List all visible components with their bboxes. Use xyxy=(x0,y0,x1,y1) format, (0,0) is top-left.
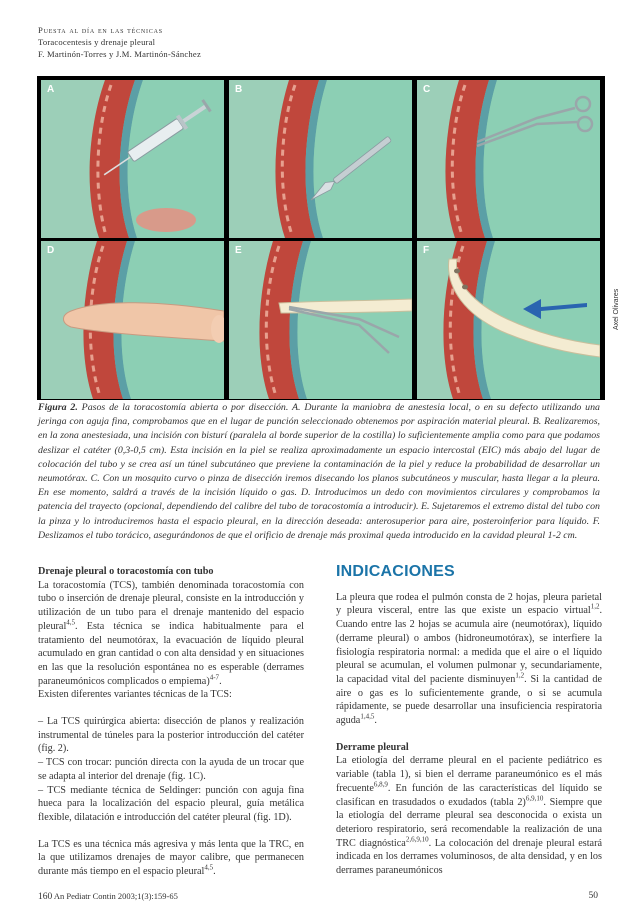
panel-b xyxy=(229,80,412,238)
paragraph-pleura: La pleura que rodea el pulmón consta de 2 hojas, pleura parietal y pleura visceral, entre las que existe un espacio virtual$^{1,2}$. Cuando entre las 2 hojas se acumula aire (neumotórax), líquido (derrame pleural) o ambos (hidroneumotórax), se interfiere la fisiología respiratoria normal: a medida que el aire o el líquido pleural se acumulan, el volumen pulmonar y, secundariamente, la capacidad vital del paciente disminuyen$^{1,2}$. Si la cantidad de aire o gas es lo suficientemente grande, o si se acumula rápidamente, se puede desarrollar una insuficiencia respiratoria aguda$^{1,4,5}$. xyxy=(336,591,602,727)
panel-b-illustration xyxy=(229,80,412,238)
section-title-indicaciones: INDICACIONES xyxy=(336,563,455,580)
list-item-tcs-seldinger: – TCS mediante técnica de Seldinger: punción con aguja fina hueca para la localización del espacio pleural, guía metálica flexible, dilatación e introducción del catéter pleural (fig. 1D). xyxy=(38,784,304,823)
paragraph-tcs-intro: La toracostomía (TCS), también denominada toracostomía con tubo o inserción de drenaje pleural, consiste en la introducción y utilización de un tubo para el drenaje mantenido del espacio pleural$^{4,5}$. Esta técnica se indica habitualmente para el tratamiento del neumotórax, la evacuación de líquido pleural acumulado en gran cantidad o con alta densidad y en situaciones en las que la resolución espontánea no es esperable (derrames paraneumónicos complicados o empiema)$^{4-7}$. xyxy=(38,579,304,687)
running-header xyxy=(38,24,598,60)
paragraph-derrame: La etiología del derrame pleural en el paciente pediátrico es variable (tabla 1), si bien el derrame paraneumónico es el más frecuente$^{6,8,9}$. En función de las características del líquido se clasifican en trasudados o exudados (tabla 2)$^{6,9,10}$. Siempre que la etiología del derrame pleural sea desconocida o exista un deterioro respiratorio, será recomendable la realización de una TRC diagnóstica$^{2,6,9,10}$. La colocación del drenaje pleural estará indicada en los derrames voluminosos, de alta densidad, y en los derrames paraneumónicos xyxy=(336,755,602,877)
panel-f-label: F xyxy=(423,245,430,256)
figure-caption xyxy=(38,401,600,543)
section-heading-derrame: Derrame pleural xyxy=(336,741,409,753)
list-item-tcs-trocar: – TCS con trocar: punción directa con la ayuda de un trocar que se adapta al interior del drenaje (fig. 1C). xyxy=(38,757,304,782)
panel-d xyxy=(41,241,224,399)
panel-c-label: C xyxy=(423,84,431,95)
figure-2 xyxy=(37,76,605,400)
illustrator-credit: Axel Olivares xyxy=(613,288,620,330)
panel-a-label: A xyxy=(47,84,55,95)
caption-label: Figura 2. xyxy=(38,402,78,413)
panel-c xyxy=(417,80,600,238)
header-authors: F. Martinón-Torres y J.M. Martinón-Sánchez xyxy=(38,49,201,59)
panel-f xyxy=(417,241,600,399)
footer-right-number: 50 xyxy=(588,891,598,901)
right-column xyxy=(336,565,602,878)
list-item-tcs-quirurgica: – La TCS quirúrgica abierta: disección de planos y realización instrumental de túneles para la posterior introducción del catéter (fig. 2). xyxy=(38,716,304,755)
caption-text: Pasos de la toracostomía abierta o por disección. A. Durante la maniobra de anestesia local, o en su defecto utilizando una jeringa con aguja fina, comprobamos que en el lugar de punción seleccionado obtenemos por aspiración material pleural. B. Realizaremos, en la zona anestesiada, una incisión con bisturí (paralela al borde superior de la costilla) lo suficientemente amplia como para que podamos deslizar el catéter (0,3-0,5 cm). Esta incisión en la piel se realiza aproximadamente un espacio intercostal (EIC) más abajo del lugar de colocación del tubo y se crea así un túnel subcutáneo que previene la contaminación de la piel y reduce la probabilidad de desarrollar un neumotórax. C. Con un mosquito curvo o pinza de disección iremos disecando los planos subcutáneos y muscular, hasta llegar a la pleura. En ese momento, saldrá a través de la incisión líquido o gas. D. Introducimos un dedo con movimientos circulares y comprobamos la patencia del trayecto (opcional, dependiendo del calibre del tubo de toracostomía a introducir). E. Sujetaremos el extremo distal del tubo con la pinza y lo introduciremos hasta el espacio pleural, en la dirección deseada: anterosuperior para aire, posteroinferior para líquido. F. Deslizamos el tubo torácico, asegurándonos de que el orificio de drenaje más proximal queda introducido en la cavidad pleural 1-2 cm. xyxy=(38,402,600,541)
panel-e-illustration xyxy=(229,241,412,399)
panel-d-label: D xyxy=(47,245,55,256)
panel-c-illustration xyxy=(417,80,600,238)
header-topic: Toracocentesis y drenaje pleural xyxy=(38,37,156,47)
panel-a-illustration xyxy=(41,80,224,238)
page-number: 160 xyxy=(38,892,53,902)
paragraph-variants: Existen diferentes variantes técnicas de la TCS: xyxy=(38,689,232,701)
page-footer xyxy=(38,891,600,902)
panel-e xyxy=(229,241,412,399)
left-column xyxy=(38,565,304,879)
panel-d-illustration xyxy=(41,241,224,399)
panel-e-label: E xyxy=(235,245,242,256)
header-section: Puesta al día en las técnicas xyxy=(38,25,163,35)
section-heading-drenaje: Drenaje pleural o toracostomía con tubo xyxy=(38,566,214,577)
panel-b-label: B xyxy=(235,84,243,95)
journal-citation: An Pediatr Contin 2003;1(3):159-65 xyxy=(53,891,178,901)
panel-f-illustration xyxy=(417,241,600,399)
panel-a xyxy=(41,80,224,238)
paragraph-tcs-comparison: La TCS es una técnica más agresiva y más lenta que la TRC, en la que utilizamos drenajes de mayor calibre, que permanecen durante más tiempo en el espacio pleural$^{4,5}$. xyxy=(38,838,304,878)
